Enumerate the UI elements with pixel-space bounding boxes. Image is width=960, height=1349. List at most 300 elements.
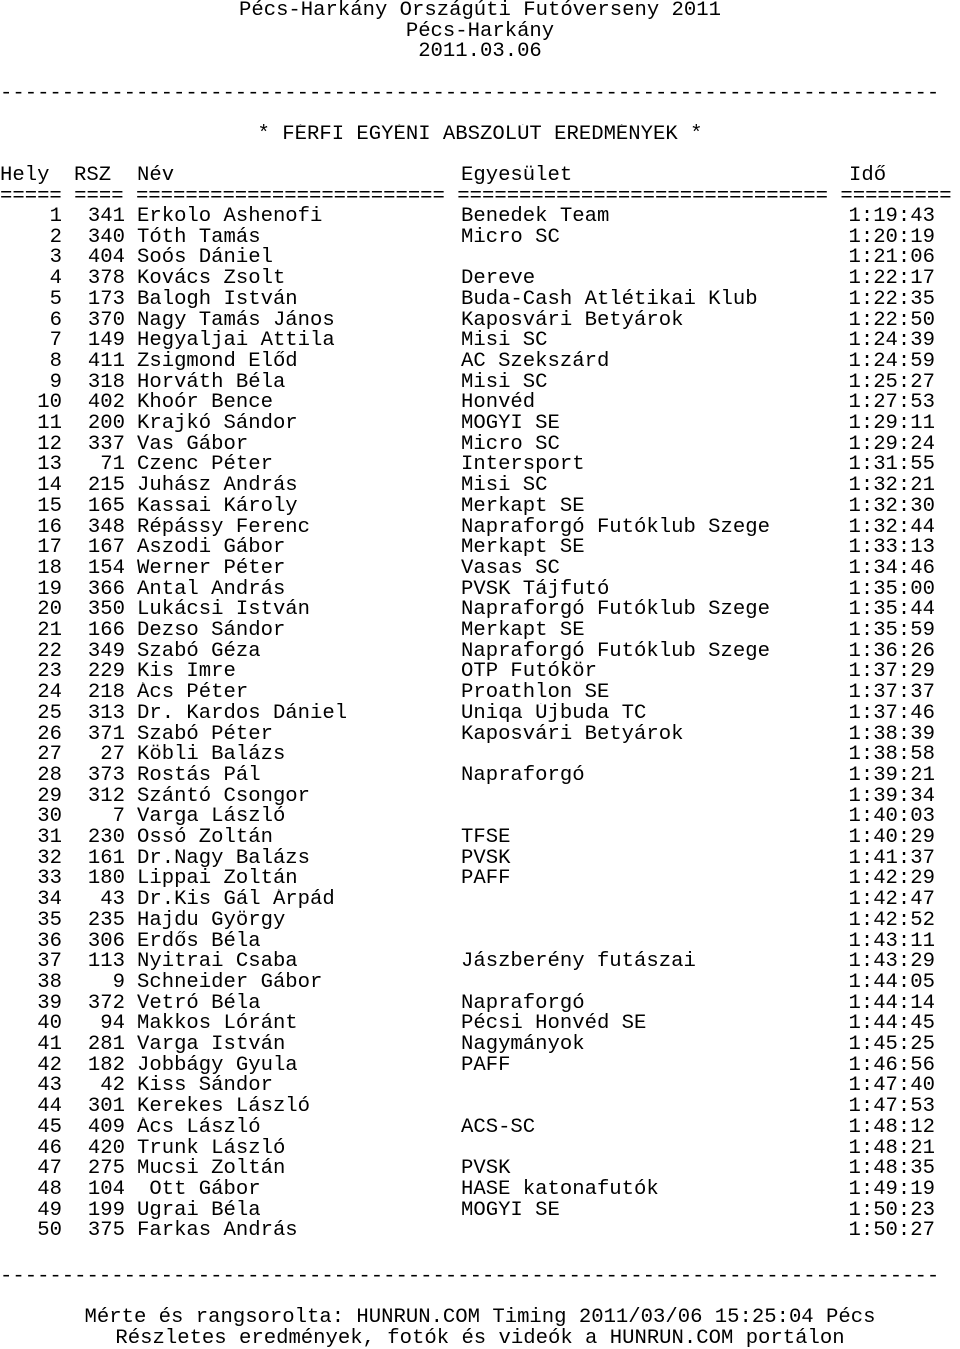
result-hely: 49 xyxy=(37,1199,62,1221)
result-egyesulet: Misi SC xyxy=(461,371,548,393)
table-row xyxy=(0,827,960,848)
result-hely: 24 xyxy=(37,682,62,704)
result-egyesulet: Napraforgó xyxy=(461,992,585,1014)
result-hely: 30 xyxy=(37,806,62,828)
result-rsz: 402 xyxy=(87,392,125,414)
column-header-ido: Idő xyxy=(849,165,887,186)
result-nev: Erdős Béla xyxy=(137,930,261,952)
result-nev: Ugrai Béla xyxy=(137,1199,261,1221)
table-row xyxy=(0,372,960,393)
result-hely: 38 xyxy=(37,971,62,993)
result-ido: 1:24:39 xyxy=(848,330,935,352)
result-hely: 17 xyxy=(37,537,62,559)
result-egyesulet: Micro SC xyxy=(461,226,560,248)
result-ido: 1:50:27 xyxy=(848,1220,935,1242)
result-rsz: 166 xyxy=(87,620,125,641)
result-nev: Szabó Géza xyxy=(137,640,261,662)
table-row xyxy=(0,351,960,372)
result-ido: 1:32:30 xyxy=(848,495,935,517)
result-ido: 1:43:29 xyxy=(848,951,935,973)
result-rsz: 378 xyxy=(87,268,125,290)
result-rsz: 366 xyxy=(87,578,125,600)
result-ido: 1:37:29 xyxy=(848,661,935,683)
result-nev: Dezso Sándor xyxy=(137,620,286,641)
result-rsz: 312 xyxy=(87,785,125,807)
result-nev: Balogh István xyxy=(137,288,298,310)
result-hely: 41 xyxy=(37,1034,62,1055)
result-ido: 1:35:44 xyxy=(848,599,935,621)
result-egyesulet: Benedek Team xyxy=(461,206,610,227)
result-hely: 14 xyxy=(37,475,62,497)
table-row xyxy=(0,558,960,579)
footer-portal: Részletes eredmények, fotók és videók a HUNRUN.COM portálon xyxy=(115,1328,845,1349)
table-row xyxy=(0,641,960,662)
result-hely: 31 xyxy=(37,827,62,848)
result-egyesulet: MOGYI SE xyxy=(461,413,560,434)
top-separator: ---------------------------------------------------------------------------- xyxy=(0,83,940,104)
result-ido: 1:33:13 xyxy=(848,537,935,559)
table-row xyxy=(0,1220,960,1241)
table-row xyxy=(0,475,960,496)
result-rsz: 275 xyxy=(87,1158,125,1180)
result-rsz: 411 xyxy=(87,350,125,372)
result-ido: 1:42:52 xyxy=(848,909,935,931)
table-row xyxy=(0,599,960,620)
result-nev: Werner Péter xyxy=(137,557,286,579)
result-rsz: 173 xyxy=(87,288,125,310)
result-hely: 34 xyxy=(37,889,62,911)
result-egyesulet: Merkapt SE xyxy=(461,537,585,559)
result-rsz: 348 xyxy=(87,516,125,538)
result-hely: 19 xyxy=(37,578,62,600)
result-hely: 5 xyxy=(49,288,62,310)
result-hely: 6 xyxy=(49,309,62,331)
result-rsz: 281 xyxy=(87,1034,125,1055)
result-hely: 32 xyxy=(37,847,62,869)
result-ido: 1:32:21 xyxy=(848,475,935,497)
result-rsz: 370 xyxy=(87,309,125,331)
result-nev: Khoór Bence xyxy=(137,392,273,414)
result-hely: 28 xyxy=(37,764,62,786)
table-row xyxy=(0,951,960,972)
event-title: Pécs-Harkány Országúti Futóverseny 2011 xyxy=(239,0,721,21)
table-row xyxy=(0,1179,960,1200)
result-nev: Vetró Béla xyxy=(137,992,261,1014)
result-egyesulet: Micro SC xyxy=(461,433,560,455)
result-ido: 1:49:19 xyxy=(848,1178,935,1200)
result-nev: Antal András xyxy=(137,578,286,600)
result-rsz: 372 xyxy=(87,992,125,1014)
result-rsz: 306 xyxy=(87,930,125,952)
table-row xyxy=(0,806,960,827)
result-egyesulet: Buda-Cash Atlétikai Klub xyxy=(461,288,758,310)
result-ido: 1:35:59 xyxy=(848,620,935,641)
result-hely: 2 xyxy=(49,226,62,248)
result-rsz: 337 xyxy=(87,433,125,455)
result-hely: 15 xyxy=(37,495,62,517)
table-row xyxy=(0,848,960,869)
result-ido: 1:27:53 xyxy=(848,392,935,414)
result-nev: Juhász András xyxy=(137,475,298,497)
result-egyesulet: Nagymányok xyxy=(461,1034,585,1055)
result-hely: 27 xyxy=(37,744,62,766)
result-nev: Nyitrai Csaba xyxy=(137,951,298,973)
result-rsz: 318 xyxy=(87,371,125,393)
table-row xyxy=(0,972,960,993)
result-hely: 39 xyxy=(37,992,62,1014)
table-row xyxy=(0,289,960,310)
result-ido: 1:47:53 xyxy=(848,1096,935,1118)
result-rsz: 215 xyxy=(87,475,125,497)
result-rsz: 341 xyxy=(87,206,125,227)
result-nev: Rostás Pál xyxy=(137,764,261,786)
result-ido: 1:42:47 xyxy=(848,889,935,911)
result-nev: Trunk László xyxy=(137,1137,286,1159)
result-nev: Jobbágy Gyula xyxy=(137,1054,298,1076)
result-ido: 1:48:35 xyxy=(848,1158,935,1180)
result-nev: Dr. Kardos Dániel xyxy=(137,702,348,724)
result-egyesulet: Misi SC xyxy=(461,475,548,497)
result-hely: 44 xyxy=(37,1096,62,1118)
result-ido: 1:42:29 xyxy=(848,868,935,890)
column-header-row xyxy=(0,165,960,186)
table-row xyxy=(0,227,960,248)
result-hely: 47 xyxy=(37,1158,62,1180)
result-egyesulet: Proathlon SE xyxy=(461,682,610,704)
result-egyesulet: HASE katonafutók xyxy=(461,1178,659,1200)
result-rsz: 218 xyxy=(87,682,125,704)
result-hely: 21 xyxy=(37,620,62,641)
table-row xyxy=(0,1200,960,1221)
result-hely: 13 xyxy=(37,454,62,476)
result-ido: 1:19:43 xyxy=(848,206,935,227)
result-egyesulet: Napraforgó Futóklub Szege xyxy=(461,599,770,621)
result-hely: 18 xyxy=(37,557,62,579)
result-rsz: 167 xyxy=(87,537,125,559)
result-ido: 1:35:00 xyxy=(848,578,935,600)
table-row xyxy=(0,910,960,931)
result-ido: 1:37:46 xyxy=(848,702,935,724)
result-ido: 1:46:56 xyxy=(848,1054,935,1076)
table-row xyxy=(0,620,960,641)
table-row xyxy=(0,330,960,351)
result-ido: 1:48:21 xyxy=(848,1137,935,1159)
table-row xyxy=(0,993,960,1014)
result-nev: Köbli Balázs xyxy=(137,744,286,766)
result-rsz: 161 xyxy=(87,847,125,869)
result-hely: 35 xyxy=(37,909,62,931)
result-hely: 29 xyxy=(37,785,62,807)
table-row xyxy=(0,1013,960,1034)
result-hely: 42 xyxy=(37,1054,62,1076)
result-nev: Szántó Csongor xyxy=(137,785,311,807)
table-row xyxy=(0,703,960,724)
table-row xyxy=(0,682,960,703)
result-rsz: 9 xyxy=(112,971,125,993)
result-rsz: 7 xyxy=(112,806,125,828)
result-rsz: 409 xyxy=(87,1116,125,1138)
result-nev: Répássy Ferenc xyxy=(137,516,311,538)
result-rsz: 154 xyxy=(87,557,125,579)
result-egyesulet: Napraforgó Futóklub Szege xyxy=(461,516,770,538)
result-ido: 1:21:06 xyxy=(848,247,935,269)
table-row xyxy=(0,1075,960,1096)
result-nev: Schneider Gábor xyxy=(137,971,323,993)
result-hely: 22 xyxy=(37,640,62,662)
result-hely: 45 xyxy=(37,1116,62,1138)
column-header-hely: Hely xyxy=(0,165,50,186)
result-ido: 1:25:27 xyxy=(848,371,935,393)
table-row xyxy=(0,724,960,745)
result-rsz: 199 xyxy=(87,1199,125,1221)
result-egyesulet: AC Szekszárd xyxy=(461,350,610,372)
result-nev: Dr.Kis Gál Árpád xyxy=(137,889,335,911)
table-row xyxy=(0,1117,960,1138)
result-nev: Hegyaljai Attila xyxy=(137,330,335,352)
result-rsz: 43 xyxy=(100,889,125,911)
result-ido: 1:36:26 xyxy=(848,640,935,662)
column-header-nev: Név xyxy=(137,165,175,186)
result-rsz: 94 xyxy=(100,1013,125,1035)
table-row xyxy=(0,1158,960,1179)
result-nev: Kassai Károly xyxy=(137,495,298,517)
result-nev: Kis Imre xyxy=(137,661,236,683)
result-nev: Czenc Péter xyxy=(137,454,273,476)
result-rsz: 149 xyxy=(87,330,125,352)
result-ido: 1:22:35 xyxy=(848,288,935,310)
result-nev: Makkos Lóránt xyxy=(137,1013,298,1035)
table-row xyxy=(0,579,960,600)
result-egyesulet: Misi SC xyxy=(461,330,548,352)
result-egyesulet: Jászberény futászai xyxy=(461,951,696,973)
result-ido: 1:32:44 xyxy=(848,516,935,538)
result-ido: 1:29:24 xyxy=(848,433,935,455)
result-nev: Varga László xyxy=(137,806,286,828)
result-ido: 1:38:58 xyxy=(848,744,935,766)
result-hely: 46 xyxy=(37,1137,62,1159)
result-ido: 1:48:12 xyxy=(848,1116,935,1138)
footer-timing: Mérte és rangsorolta: HUNRUN.COM Timing 2011/03/06 15:25:04 Pécs xyxy=(84,1307,876,1328)
table-row xyxy=(0,537,960,558)
result-egyesulet: PVSK xyxy=(461,847,511,869)
result-rsz: 349 xyxy=(87,640,125,662)
result-ido: 1:47:40 xyxy=(848,1075,935,1097)
result-nev: Ács Péter xyxy=(137,682,249,704)
result-egyesulet: MOGYI SE xyxy=(461,1199,560,1221)
result-egyesulet: Vasas SC xyxy=(461,557,560,579)
result-rsz: 71 xyxy=(100,454,125,476)
result-hely: 20 xyxy=(37,599,62,621)
result-ido: 1:29:11 xyxy=(848,413,935,434)
result-nev: Nagy Tamás János xyxy=(137,309,335,331)
result-rsz: 404 xyxy=(87,247,125,269)
table-row xyxy=(0,517,960,538)
result-ido: 1:44:14 xyxy=(848,992,935,1014)
result-rsz: 27 xyxy=(100,744,125,766)
result-hely: 43 xyxy=(37,1075,62,1097)
result-rsz: 350 xyxy=(87,599,125,621)
result-rsz: 182 xyxy=(87,1054,125,1076)
result-egyesulet: PAFF xyxy=(461,868,511,890)
result-rsz: 104 xyxy=(87,1178,125,1200)
result-egyesulet: Kaposvári Betyárok xyxy=(461,723,684,745)
result-ido: 1:39:21 xyxy=(848,764,935,786)
result-egyesulet: PVSK xyxy=(461,1158,511,1180)
table-row xyxy=(0,868,960,889)
table-row xyxy=(0,1055,960,1076)
table-row xyxy=(0,392,960,413)
event-date: 2011.03.06 xyxy=(418,41,542,62)
result-rsz: 373 xyxy=(87,764,125,786)
result-egyesulet: Napraforgó xyxy=(461,764,585,786)
result-nev: Vas Gábor xyxy=(137,433,249,455)
result-egyesulet: Intersport xyxy=(461,454,585,476)
table-row xyxy=(0,931,960,952)
table-row xyxy=(0,206,960,227)
result-ido: 1:40:29 xyxy=(848,827,935,848)
result-hely: 36 xyxy=(37,930,62,952)
result-ido: 1:38:39 xyxy=(848,723,935,745)
result-rsz: 371 xyxy=(87,723,125,745)
result-egyesulet: Dereve xyxy=(461,268,536,290)
result-nev: Dr.Nagy Balázs xyxy=(137,847,311,869)
table-row xyxy=(0,744,960,765)
result-nev: Soós Dániel xyxy=(137,247,273,269)
result-hely: 10 xyxy=(37,392,62,414)
result-hely: 48 xyxy=(37,1178,62,1200)
table-row xyxy=(0,413,960,434)
result-nev: Lukácsi István xyxy=(137,599,311,621)
result-nev: Zsigmond Előd xyxy=(137,350,298,372)
table-row xyxy=(0,889,960,910)
result-egyesulet: Pécsi Honvéd SE xyxy=(461,1013,647,1035)
result-hely: 4 xyxy=(49,268,62,290)
table-row xyxy=(0,496,960,517)
table-row xyxy=(0,1034,960,1055)
result-hely: 7 xyxy=(49,330,62,352)
result-nev: Hajdu György xyxy=(137,909,286,931)
result-egyesulet: PVSK Tájfutó xyxy=(461,578,610,600)
table-row xyxy=(0,786,960,807)
table-row xyxy=(0,434,960,455)
result-ido: 1:31:55 xyxy=(848,454,935,476)
result-nev: Kerekes László xyxy=(137,1096,311,1118)
result-ido: 1:22:17 xyxy=(848,268,935,290)
result-hely: 25 xyxy=(37,702,62,724)
result-ido: 1:22:50 xyxy=(848,309,935,331)
category-title: * FÉRFI EGYÉNI ABSZOLÚT EREDMÉNYEK * xyxy=(257,124,703,145)
result-rsz: 113 xyxy=(87,951,125,973)
table-row xyxy=(0,1138,960,1159)
result-nev: Ott Gábor xyxy=(137,1178,261,1200)
result-rsz: 375 xyxy=(87,1220,125,1242)
result-hely: 40 xyxy=(37,1013,62,1035)
result-hely: 37 xyxy=(37,951,62,973)
result-rsz: 301 xyxy=(87,1096,125,1118)
result-egyesulet: OTP Futókör xyxy=(461,661,597,683)
result-egyesulet: Uniqa Újbuda TC xyxy=(461,702,647,724)
result-egyesulet: Honvéd xyxy=(461,392,536,414)
result-egyesulet: Kaposvári Betyárok xyxy=(461,309,684,331)
header-underline: ===== ==== ========================= ============================== ========= xyxy=(0,186,952,207)
result-ido: 1:20:19 xyxy=(848,226,935,248)
result-rsz: 180 xyxy=(87,868,125,890)
result-ido: 1:43:11 xyxy=(848,930,935,952)
result-ido: 1:44:45 xyxy=(848,1013,935,1035)
table-row xyxy=(0,247,960,268)
result-rsz: 235 xyxy=(87,909,125,931)
result-nev: Kovács Zsolt xyxy=(137,268,286,290)
table-row xyxy=(0,1096,960,1117)
result-hely: 33 xyxy=(37,868,62,890)
result-hely: 11 xyxy=(37,413,62,434)
result-hely: 3 xyxy=(49,247,62,269)
result-ido: 1:39:34 xyxy=(848,785,935,807)
result-nev: Ács László xyxy=(137,1116,261,1138)
result-nev: Krajkó Sándor xyxy=(137,413,298,434)
result-egyesulet: ACS-SC xyxy=(461,1116,536,1138)
column-header-egyesulet: Egyesület xyxy=(461,165,573,186)
result-nev: Mucsi Zoltán xyxy=(137,1158,286,1180)
result-hely: 16 xyxy=(37,516,62,538)
result-nev: Ossó Zoltán xyxy=(137,827,273,848)
result-egyesulet: Merkapt SE xyxy=(461,620,585,641)
bottom-separator: ---------------------------------------------------------------------------- xyxy=(0,1266,940,1287)
result-nev: Farkas András xyxy=(137,1220,298,1242)
result-hely: 26 xyxy=(37,723,62,745)
result-rsz: 200 xyxy=(87,413,125,434)
result-rsz: 230 xyxy=(87,827,125,848)
result-ido: 1:37:37 xyxy=(848,682,935,704)
result-hely: 50 xyxy=(37,1220,62,1242)
table-row xyxy=(0,310,960,331)
result-nev: Tóth Tamás xyxy=(137,226,261,248)
result-rsz: 42 xyxy=(100,1075,125,1097)
result-ido: 1:45:25 xyxy=(848,1034,935,1055)
result-ido: 1:50:23 xyxy=(848,1199,935,1221)
table-row xyxy=(0,454,960,475)
result-hely: 12 xyxy=(37,433,62,455)
column-header-rsz: RSZ xyxy=(74,165,112,186)
result-rsz: 340 xyxy=(87,226,125,248)
result-nev: Kiss Sándor xyxy=(137,1075,273,1097)
result-nev: Lippai Zoltán xyxy=(137,868,298,890)
table-row xyxy=(0,268,960,289)
result-ido: 1:40:03 xyxy=(848,806,935,828)
result-rsz: 165 xyxy=(87,495,125,517)
result-nev: Erkolo Ashenofi xyxy=(137,206,323,227)
result-hely: 9 xyxy=(49,371,62,393)
result-nev: Aszodi Gábor xyxy=(137,537,286,559)
table-row xyxy=(0,765,960,786)
result-egyesulet: Napraforgó Futóklub Szege xyxy=(461,640,770,662)
result-hely: 23 xyxy=(37,661,62,683)
result-ido: 1:24:59 xyxy=(848,350,935,372)
result-hely: 8 xyxy=(49,350,62,372)
result-hely: 1 xyxy=(49,206,62,227)
result-rsz: 313 xyxy=(87,702,125,724)
result-egyesulet: Merkapt SE xyxy=(461,495,585,517)
result-ido: 1:41:37 xyxy=(848,847,935,869)
result-nev: Horváth Béla xyxy=(137,371,286,393)
table-row xyxy=(0,661,960,682)
result-nev: Varga István xyxy=(137,1034,286,1055)
result-ido: 1:34:46 xyxy=(848,557,935,579)
result-rsz: 229 xyxy=(87,661,125,683)
result-nev: Szabó Péter xyxy=(137,723,273,745)
event-location: Pécs-Harkány xyxy=(405,21,555,42)
result-rsz: 420 xyxy=(87,1137,125,1159)
